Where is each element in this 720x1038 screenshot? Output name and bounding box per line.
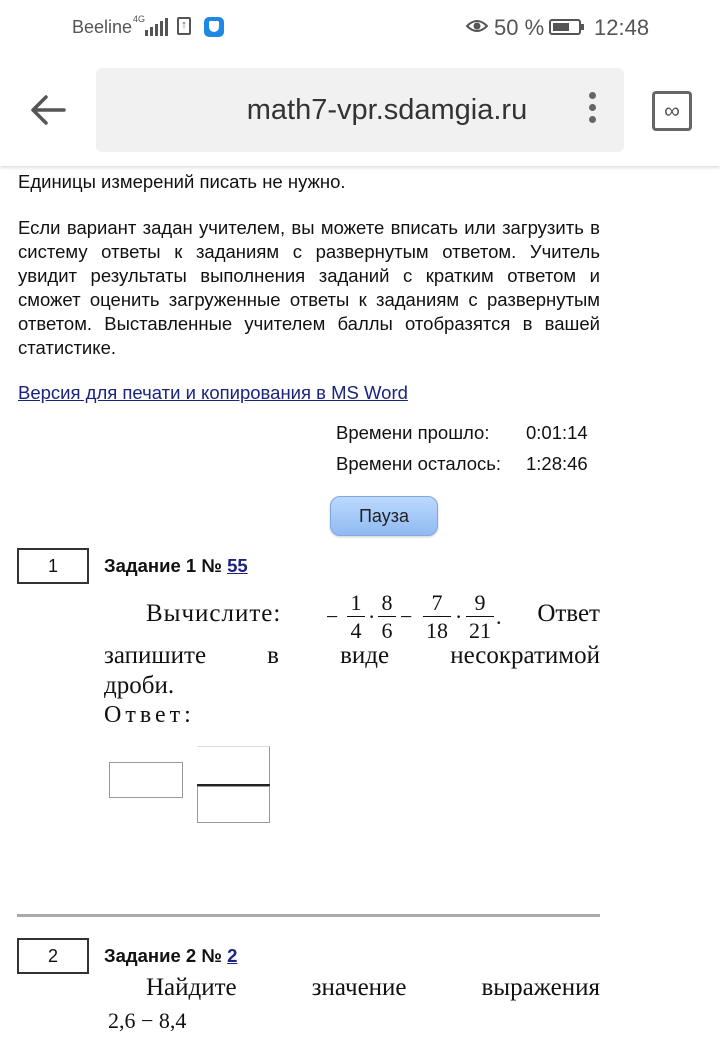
units-note: Единицы измерений писать не нужно.: [18, 171, 346, 192]
timer-elapsed-label: Времени прошло:: [336, 422, 490, 443]
task-divider: [17, 914, 600, 917]
pause-button[interactable]: Пауза: [330, 496, 438, 536]
answer-label: Ответ:: [104, 702, 195, 728]
url-text[interactable]: math7-vpr.sdamgia.ru: [246, 94, 528, 126]
carrier-name: Beeline: [72, 17, 133, 37]
task-title-prefix: Задание 2 №: [104, 945, 222, 966]
battery-icon: [549, 19, 581, 35]
prompt-word: Вычислите:: [146, 600, 282, 627]
answer-word: Ответ: [537, 600, 600, 627]
more-vertical-icon[interactable]: [582, 92, 602, 130]
upload-icon: ↑: [177, 17, 191, 35]
task-1-line-3: дроби.: [104, 672, 175, 699]
timer-elapsed: [336, 422, 588, 444]
timer-remaining-value: 1:28:46: [526, 453, 588, 474]
task-title: [104, 945, 237, 967]
timer-elapsed-value: 0:01:14: [526, 422, 588, 443]
address-bar[interactable]: [96, 68, 624, 152]
word: в: [267, 642, 279, 669]
task-id-link[interactable]: 55: [227, 555, 248, 576]
timer-remaining: [336, 453, 588, 475]
status-bar: [0, 0, 720, 56]
task-title: [104, 555, 248, 577]
math-minus: −: [326, 604, 339, 629]
math-dot: ·: [455, 604, 463, 629]
clock: 12:48: [594, 15, 650, 40]
signal-icon: [145, 18, 168, 36]
task-1-prompt-line: [104, 590, 600, 650]
task-2-expression: 2,6 − 8,4: [108, 1008, 187, 1033]
task-number-box: 2: [17, 938, 89, 974]
network-type: 4G: [133, 14, 146, 24]
word: значение: [311, 974, 407, 1001]
word: запишите: [104, 642, 207, 669]
task-1-line-2: [104, 642, 600, 670]
fraction: 7 18: [422, 590, 452, 645]
battery-percent: 50 %: [494, 15, 545, 40]
task-title-prefix: Задание 1 №: [104, 555, 222, 576]
math-minus: −: [400, 604, 413, 629]
answer-numerator-input[interactable]: [197, 746, 270, 784]
page-content: [0, 166, 720, 1038]
arrow-left-icon[interactable]: [28, 92, 68, 128]
word: виде: [340, 642, 390, 669]
fraction: 8 6: [377, 590, 397, 645]
answer-whole-part-input[interactable]: [109, 762, 183, 798]
word: выражения: [481, 974, 600, 1001]
fraction: 9 21: [465, 590, 495, 645]
task-number-box: 1: [17, 548, 89, 584]
shield-icon: [204, 17, 224, 37]
browser-toolbar: [0, 56, 720, 166]
print-version-link[interactable]: Версия для печати и копирования в MS Word: [18, 382, 408, 403]
task-id-link[interactable]: 2: [227, 945, 238, 966]
math-dot: ·: [368, 604, 376, 629]
timer-remaining-label: Времени осталось:: [336, 453, 502, 474]
tabs-button[interactable]: ∞: [652, 91, 692, 131]
answer-denominator-input[interactable]: [197, 786, 270, 823]
teacher-note: Если вариант задан учителем, вы можете вписать или загрузить в систему ответы к заданиям с развернутым ответом. Учитель увидит результаты выполнения заданий с кратким ответом и сможет оценить загруженные ответы к заданиям с развернутым ответом. Выставленные учителем баллы отобразятся в вашей статистике.: [18, 217, 600, 358]
math-period: .: [496, 604, 502, 629]
word: несократимой: [450, 642, 600, 669]
word: Найдите: [146, 974, 237, 1001]
fraction: 1 4: [346, 590, 366, 645]
task-2-prompt-line: [104, 974, 600, 1002]
eye-icon: [466, 18, 488, 34]
